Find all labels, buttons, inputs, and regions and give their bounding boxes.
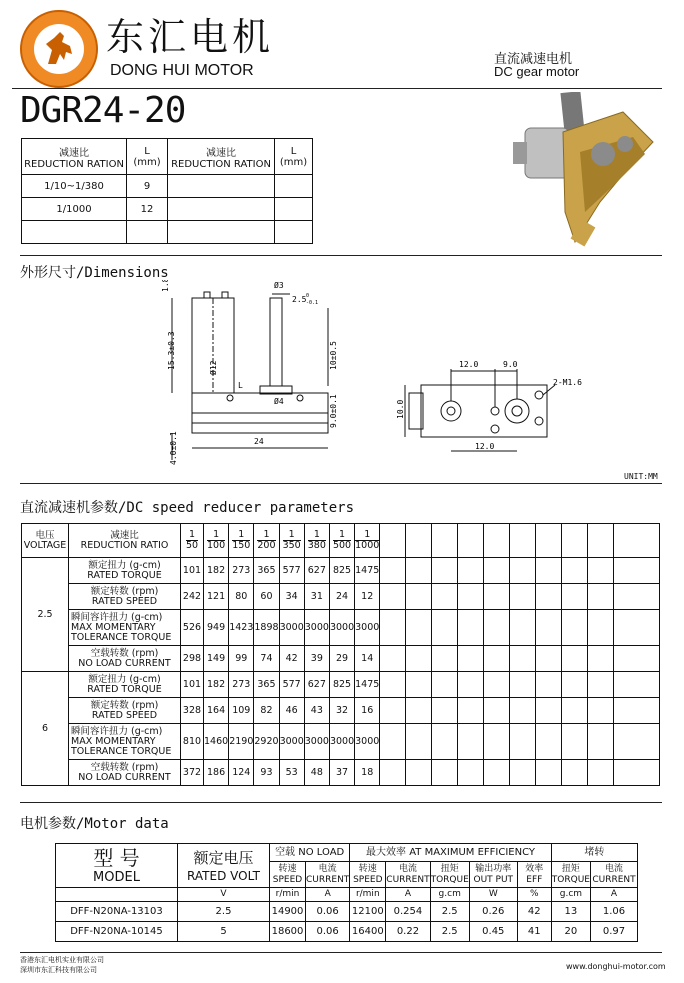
motor-heading: 电机参数/Motor data: [20, 816, 169, 832]
ratio-table: [21, 138, 313, 244]
dim-l: L: [238, 381, 243, 390]
motor-photo: [505, 92, 665, 257]
ratio-value: $\frac{1}{1000}$: [355, 524, 380, 558]
section-divider: [20, 802, 662, 803]
table-row: [22, 221, 313, 244]
dimensions-heading: 外形尺寸/Dimensions: [20, 265, 169, 281]
dim-tol-upper: 0: [306, 293, 310, 299]
table-row: 空载转数 (rpm) NO LOAD CURRENT 372 186 124 93 53 48 37 18: [22, 760, 660, 786]
ratio-value: $\frac{1}{100}$: [204, 524, 229, 558]
product-title-cn: 直流减速电机: [494, 52, 573, 67]
voltage-value: 2.5: [22, 558, 69, 672]
voltage-header: 电压 VOLTAGE: [22, 524, 69, 558]
dim-flat: 2.5: [292, 295, 307, 304]
table-row: 空载转数 (rpm) NO LOAD CURRENT 298 149 99 74 42 39 29 14: [22, 646, 660, 672]
header-divider: [12, 88, 662, 89]
length-header: L (mm): [127, 139, 168, 175]
dim-w12: 12.0: [459, 360, 479, 369]
dim-w9: 9.0: [503, 360, 518, 369]
rated-volt-header: 额定电压 RATED VOLT: [178, 844, 270, 888]
website-link[interactable]: www.donghui-motor.com: [566, 962, 666, 971]
brand-name-en: DONG HUI MOTOR: [110, 62, 254, 79]
model-header: 型 号 MODEL: [56, 844, 178, 888]
params-heading: 直流减速机参数/DC speed reducer parameters: [20, 500, 355, 516]
section-divider: [20, 483, 662, 484]
table-row: DFF-N20NA-13103 2.5 14900 0.06 12100 0.254 2.5 0.26 42 13 1.06: [56, 902, 638, 922]
ratio-value: $\frac{1}{150}$: [229, 524, 254, 558]
dim-pin-dia: Ø4: [274, 397, 284, 406]
table-row: 6 额定扭力 (g-cm) RATED TORQUE 101 182 273 365 577 627 825 1475: [22, 672, 660, 698]
table-row: 瞬间容许扭力 (g-cm) MAX MOMENTARY TOLERANCE TORQUE 526 949 1423 1898 3000 3000 3000 3000: [22, 610, 660, 646]
dim-bottom12: 12.0: [475, 442, 495, 451]
stall-header: 堵转: [551, 844, 637, 862]
units-row: V r/min A r/min A g.cm W % g.cm A: [56, 888, 638, 902]
product-title-en: DC gear motor: [494, 64, 580, 79]
dim-shaft-dia: Ø3: [274, 281, 284, 290]
dim-body-height: 15.3±0.3: [167, 331, 176, 370]
dim-base-h: 4.0±0.1: [169, 431, 178, 465]
unit-label: UNIT:MM: [624, 472, 658, 481]
table-row: 1/10~1/380 9: [22, 175, 313, 198]
dim-inner-dia: Ø12: [209, 360, 218, 375]
dim-gear-h: 9.0±0.1: [329, 394, 338, 428]
side-view-drawing: [160, 280, 360, 465]
length-header-2: L (mm): [275, 139, 313, 175]
dim-shaft-len: 10±0.5: [329, 341, 338, 370]
dim-top-offset: 1.8: [161, 280, 170, 292]
table-row: 1/1000 12: [22, 198, 313, 221]
ratio-value: $\frac{1}{500}$: [329, 524, 354, 558]
table-row: DFF-N20NA-10145 5 18600 0.06 16400 0.22 2.5 0.45 41 20 0.97: [56, 922, 638, 942]
ratio-header-2: 减速比 REDUCTION RATION: [168, 139, 275, 175]
ratio-col-header: 减速比 REDUCTION RATIO: [69, 524, 181, 558]
ratio-value: $\frac{1}{200}$: [254, 524, 279, 558]
dim-h10: 10.0: [396, 399, 405, 419]
footer-divider: [20, 952, 662, 953]
dim-holes: 2-M1.6: [553, 378, 582, 387]
section-divider: [20, 255, 662, 256]
company-name-2: 深圳市东汇科技有限公司: [20, 966, 97, 974]
brand-name-cn: 东汇电机: [106, 15, 275, 59]
table-row: 额定转数 (rpm) RATED SPEED 242 121 80 60 34 31 24 12: [22, 584, 660, 610]
front-view-drawing: [393, 355, 593, 465]
model-number: DGR24-20: [20, 90, 186, 131]
table-row: 额定转数 (rpm) RATED SPEED 328 164 109 82 46 43 32 16: [22, 698, 660, 724]
params-table: [21, 523, 660, 786]
brand-logo: [20, 10, 98, 88]
motor-table: 型 号 MODEL 额定电压 RATED VOLT 空载 NO LOAD 最大效率 AT MAXIMUM EFFICIENCY 堵转 转速 SPEED 电流 CURRENT 转速 SPEED 电流 CURRENT 扭矩 TORQUE 输出功率 OUT PUT 效率 EFF 扭矩 TORQUE 电流 CURRENT V r/min A r/min A g.cm W % g.cm A DFF-N20NA-13103 2.5 14900 0.06 12100 0.254 2.5 0.26 42 13 1.06 DFF-N20NA-10145 5 18600 0.06 16400 0.22 2.5 0.45 41 20 0.97: [55, 843, 638, 942]
ratio-value: $\frac{1}{50}$: [181, 524, 204, 558]
noload-header: 空载 NO LOAD: [270, 844, 350, 862]
voltage-value: 6: [22, 672, 69, 786]
table-row: 2.5 额定扭力 (g-cm) RATED TORQUE 101 182 273 365 577 627 825 1475: [22, 558, 660, 584]
dim-tol-lower: -0.1: [306, 300, 319, 306]
horse-icon: [34, 24, 84, 74]
ratio-value: $\frac{1}{350}$: [279, 524, 304, 558]
dim-width: 24: [254, 437, 264, 446]
table-row: 瞬间容许扭力 (g-cm) MAX MOMENTARY TOLERANCE TORQUE 810 1460 2190 2920 3000 3000 3000 3000: [22, 724, 660, 760]
ratio-header: 减速比 REDUCTION RATION: [22, 139, 127, 175]
max-eff-header: 最大效率 AT MAXIMUM EFFICIENCY: [350, 844, 552, 862]
company-name-1: 香港东汇电机实业有限公司: [20, 956, 104, 964]
ratio-value: $\frac{1}{380}$: [304, 524, 329, 558]
